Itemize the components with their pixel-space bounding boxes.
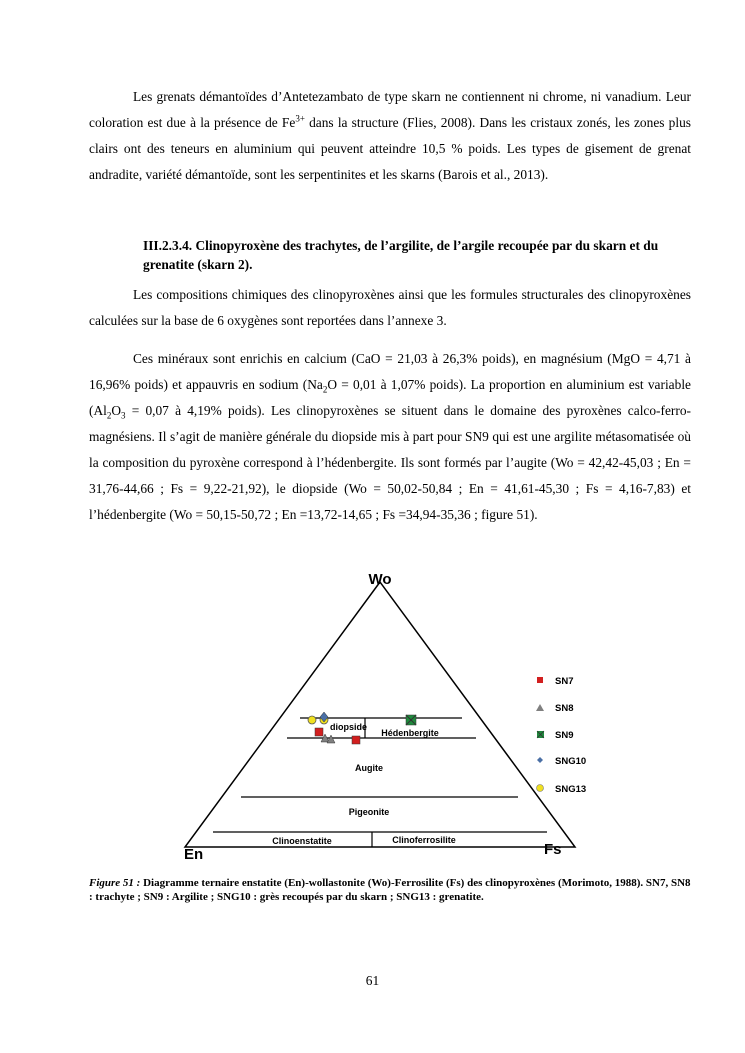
paragraph-compositions: Les compositions chimiques des clinopyroxènes ainsi que les formules structurales des clinopyroxènes calculées sur la base de 6 oxygènes sont reportées dans l’annexe 3.: [89, 287, 691, 328]
apex-label-wo: Wo: [368, 571, 392, 588]
apex-label-en: En: [184, 846, 204, 862]
apex-label-fs: Fs: [544, 841, 562, 858]
legend-label-sng13: SNG13: [555, 784, 587, 795]
point-sn7: [352, 736, 360, 744]
point-sn9: [406, 715, 416, 725]
legend-label-sn7: SN7: [555, 676, 574, 687]
field-label-pigeonite: Pigeonite: [348, 807, 390, 817]
page-number: 61: [365, 973, 380, 988]
point-sng13: [308, 716, 316, 724]
legend-marker-sng10: [537, 757, 543, 763]
paragraph-grenats: Les grenats démantoïdes d’Antetezambato de type skarn ne contiennent ni chrome, ni vanadium. Leur coloration est due à la présence de $Fe^{3+}$ dans la structure (Flies, 2008). Dans les cristaux zonés, les zones plus clairs ont des teneurs en aluminium qui peuvent atteindre 10,5 % poids. Les types de gisement de grenat andradite, variété démantoïde, sont les serpentinites et les skarns (Barois et al., 2013).: [89, 89, 691, 182]
ternary-diagram-figure: [140, 562, 614, 862]
figure-caption: [89, 876, 691, 904]
field-label-clinoferrosilite: Clinoferrosilite: [392, 835, 456, 845]
legend-label-sng10: SNG10: [555, 756, 587, 767]
field-label-diopside: diopside: [330, 722, 368, 732]
paragraph-mineraux: Ces minéraux sont enrichis en calcium (CaO = 21,03 à 26,3% poids), en magnésium (MgO = 4,71 à 16,96% poids) et appauvris en sodium ($Na_2O = 0,01$ à 1,07% poids). La proportion en aluminium est variable ($Al_2O_3 = 0,07$ à 4,19% poids). Les clinopyroxènes se situent dans le domaine des pyroxènes calco-ferro-magnésiens. Il s’agit de manière générale du diopside mis à part pour SN9 qui est une argilite métasomatisée où la composition du pyroxène correspond à l’hédenbergite. Ils sont formés par l’augite (Wo = 42,42-45,03 ; En = 31,76-44,66 ; Fs = 9,22-21,92), le diopside (Wo = 50,02-50,84 ; En = 41,61-45,30 ; Fs = 4,16-7,83) et l’hédenbergite (Wo = 50,15-50,72 ; En =13,72-14,65 ; Fs =34,94-35,36 ; figure 51).: [89, 351, 691, 522]
legend: [536, 676, 586, 795]
caption-label: Figure 51 :: [89, 877, 141, 889]
caption-text: Diagramme ternaire enstatite (En)-wollastonite (Wo)-Ferrosilite (Fs) des clinopyroxènes (Morimoto, 1988). SN7, SN8 : trachyte ; SN9 : Argilite ; SNG10 : grès recoupés par du skarn ; SNG13 : grenatite.: [89, 877, 691, 903]
legend-marker-sn9: [537, 731, 544, 738]
point-sn8: [327, 735, 335, 743]
section-heading: III.2.3.4. Clinopyroxène des trachytes, de l’argilite, de l’argile recoupée par du skarn et du grenatite (skarn 2).: [143, 238, 659, 272]
legend-marker-sn7: [537, 677, 543, 683]
field-label-clinoenstatite: Clinoenstatite: [272, 836, 332, 846]
legend-label-sn8: SN8: [555, 703, 574, 714]
legend-label-sn9: SN9: [555, 730, 574, 741]
ternary-diagram: [140, 562, 614, 862]
legend-marker-sng13: [537, 785, 544, 792]
field-label-augite: Augite: [355, 763, 383, 773]
field-label-hedenbergite: Hédenbergite: [381, 728, 439, 738]
point-sn7: [315, 728, 323, 736]
legend-marker-sn8: [536, 704, 544, 711]
